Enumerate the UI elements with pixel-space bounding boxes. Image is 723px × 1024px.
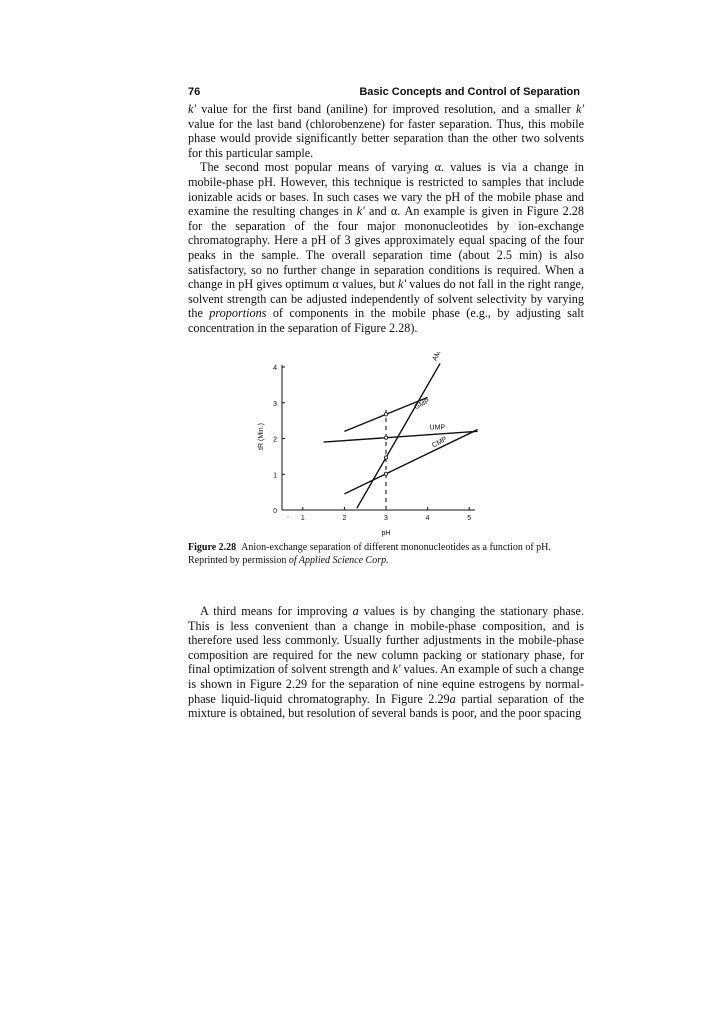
series-label-gmp: GMP bbox=[413, 397, 431, 412]
series-line-amp bbox=[357, 363, 440, 508]
chart-axes bbox=[258, 365, 475, 537]
caption-label: Figure 2.28 bbox=[188, 542, 237, 553]
caption-text: Anion-exchange separation of different mononucleotides as a function of pH. Reprinted by permission bbox=[188, 542, 551, 566]
stray-mark: ` bbox=[286, 517, 290, 524]
y-tick-label: 2 bbox=[273, 436, 277, 444]
point-gmp-ph3 bbox=[384, 413, 387, 416]
text-block-bottom bbox=[188, 604, 584, 721]
y-axis-label: tR (Min.) bbox=[258, 423, 265, 450]
page-number: 76 bbox=[188, 86, 201, 98]
figure-caption bbox=[188, 541, 588, 567]
paragraph-3: A third means for improving a values is by changing the stationary phase. This is less convenient than a change in mobile-phase composition, and is therefore used less commonly. Usually further adjustments in the mobile-phase composition are required for the new column packing or stationary phase, for final optimization of solvent strength and k' values. An example of such a change is shown in Figure 2.29 for the separation of nine equine estrogens by normal-phase liquid-liquid chromatography. In Figure 2.29a partial separation of the mixture is obtained, but resolution of several bands is poor, and the poor spacing bbox=[188, 604, 585, 721]
series-label-amp: AMP bbox=[431, 352, 445, 363]
ph-retention-chart bbox=[240, 352, 500, 537]
point-amp-ph3 bbox=[384, 456, 387, 459]
y-tick-label: 0 bbox=[273, 508, 277, 515]
x-tick-label: 3 bbox=[384, 515, 388, 522]
y-tick-label: 4 bbox=[273, 365, 277, 372]
x-tick-label: 4 bbox=[425, 515, 430, 522]
y-tick-label: 3 bbox=[273, 400, 277, 408]
series-label-cmp: CMP bbox=[431, 435, 449, 450]
y-tick-label: 1 bbox=[273, 472, 277, 480]
point-cmp-ph3 bbox=[384, 472, 387, 475]
paragraph-2: The second most popular means of varying α. values is via a change in mobile-phase pH. However, this technique is restricted to samples that include ionizable acids or bases. In such cases we vary the pH of the mobile phase and examine the resulting changes in k' and α. An example is given in Figure 2.28 for the separation of the four major mononucleotides by ion-exchange chromatography. Here a pH of 3 gives approximately equal spacing of the four peaks in the sample. The overall separation time (about 2.5 min) is also satisfactory, so no further change in separation conditions is required. When a change in pH gives optimum α values, but k' values do not fall in the right range, solvent strength can be adjusted independently of solvent selectivity by varying the proportions of components in the mobile phase (e.g., by adjusting salt concentration in the separation of Figure 2.28). bbox=[188, 160, 584, 335]
point-ump-ph3 bbox=[384, 436, 387, 439]
figure-2-28 bbox=[240, 352, 500, 537]
x-tick-label: 1 bbox=[300, 515, 305, 522]
x-tick-label: 2 bbox=[342, 515, 347, 522]
text-block-top bbox=[188, 102, 584, 336]
paragraph-1: k' value for the first band (aniline) for improved resolution, and a smaller k' value for the last band (chlorobenzene) for faster separation. Thus, this mobile phase would provide significantly better separation than the other two solvents for this particular sample. bbox=[188, 102, 584, 160]
series-label-ump: UMP bbox=[429, 424, 446, 432]
running-title: Basic Concepts and Control of Separation bbox=[359, 86, 580, 98]
x-tick-label: 5 bbox=[467, 515, 472, 522]
x-axis-label: pH bbox=[381, 530, 391, 537]
chart-series bbox=[324, 363, 478, 508]
caption-source: of Applied Science Corp. bbox=[288, 555, 389, 566]
